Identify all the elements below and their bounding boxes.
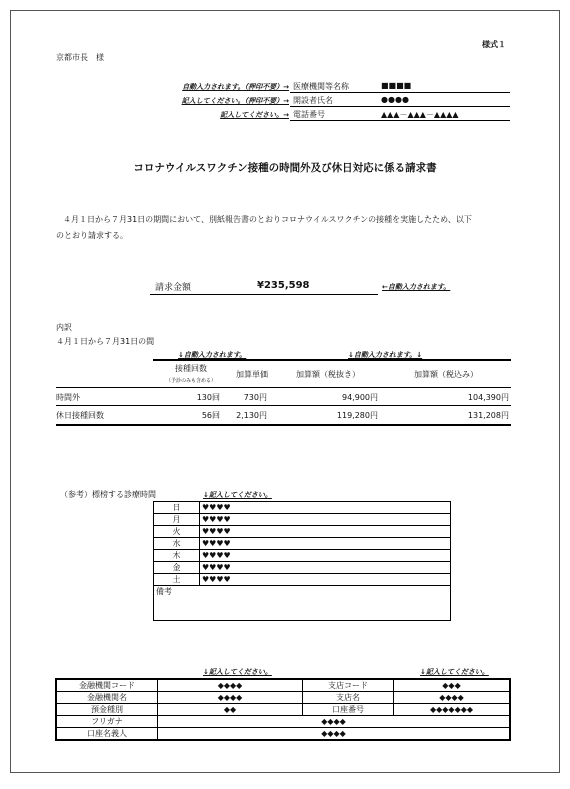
bank-row	[56, 679, 510, 692]
claim-label: 請求金額	[155, 283, 192, 293]
day-label: 日	[154, 502, 200, 514]
phone-label: 電話番号	[293, 110, 325, 119]
claim-amount: ¥235,598	[257, 280, 310, 291]
hours-value[interactable]: ♥♥♥♥	[200, 538, 451, 550]
day-label: 月	[154, 514, 200, 526]
account-number-value[interactable]: ◆◆◆◆◆◆◆	[394, 704, 511, 716]
hours-value[interactable]: ♥♥♥♥	[200, 502, 451, 514]
account-holder-value[interactable]: ◆◆◆◆	[158, 728, 511, 741]
col-unit-header: 加算単価	[236, 370, 268, 379]
breakdown-title: 内訳	[56, 323, 72, 332]
branch-name-label: 支店名	[303, 692, 394, 704]
divider	[290, 120, 510, 121]
schedule-row-fri	[154, 562, 451, 574]
facility-name-label: 医療機関等名称	[293, 82, 349, 91]
col-count-subheader: （予診のみも含める）	[165, 378, 216, 384]
day-label: 水	[154, 538, 200, 550]
divider	[290, 106, 510, 107]
schedule-row-thu	[154, 550, 451, 562]
kana-label: フリガナ	[56, 716, 158, 728]
row-incl: 131,208円	[467, 411, 509, 420]
schedule-row-sat	[154, 574, 451, 586]
bank-row	[56, 704, 510, 716]
schedule-note: ↓記入してください。	[203, 491, 272, 499]
bank-code-value[interactable]: ◆◆◆◆	[158, 679, 303, 692]
schedule-row-mon	[154, 514, 451, 526]
account-number-label: 口座番号	[303, 704, 394, 716]
form-id: 様式１	[482, 40, 506, 49]
bank-name-label: 金融機関名	[56, 692, 158, 704]
header-note-1: 記入してください。（押印不要）→	[181, 97, 289, 105]
founder-name-label: 開設者氏名	[293, 96, 333, 105]
row-count: 56回	[201, 411, 220, 420]
breakdown-top-rule	[153, 359, 511, 361]
kana-value[interactable]: ◆◆◆◆	[158, 716, 511, 728]
hours-value[interactable]: ♥♥♥♥	[200, 526, 451, 538]
day-label: 火	[154, 526, 200, 538]
bank-code-label: 金融機関コード	[56, 679, 158, 692]
header-note-2: 記入してください。→	[220, 111, 289, 119]
body-line-1: ４月１日から７月31日の期間において、別紙報告書のとおりコロナウイルスワクチンの接種を実施したため、以下	[63, 215, 472, 224]
claim-underline	[150, 294, 378, 295]
day-label: 木	[154, 550, 200, 562]
row-excl: 94,900円	[342, 393, 378, 402]
remarks-field[interactable]: 備考	[154, 586, 451, 621]
row-label: 休日接種回数	[56, 411, 104, 420]
hours-value[interactable]: ♥♥♥♥	[200, 562, 451, 574]
deposit-type-value[interactable]: ◆◆	[158, 704, 303, 716]
breakdown-period: ４月１日から７月31日の間	[56, 337, 155, 346]
breakdown-bottom-rule	[56, 424, 511, 426]
schedule-row-tue	[154, 526, 451, 538]
branch-name-value[interactable]: ◆◆◆◆	[394, 692, 511, 704]
day-label: 金	[154, 562, 200, 574]
deposit-type-label: 預金種別	[56, 704, 158, 716]
branch-code-value[interactable]: ◆◆◆	[394, 679, 511, 692]
bank-name-value[interactable]: ◆◆◆◆	[158, 692, 303, 704]
row-label: 時間外	[56, 393, 80, 402]
row-unit: 2,130円	[236, 411, 267, 420]
schedule-label: （参考）標榜する診療時間	[60, 490, 156, 499]
founder-name-value[interactable]: ●●●●	[381, 95, 409, 104]
bank-note-right: ↓記入してください。	[420, 668, 489, 676]
remarks-row	[154, 586, 451, 621]
col-excl-header: 加算額（税抜き）	[296, 370, 360, 379]
schedule-row-wed	[154, 538, 451, 550]
facility-name-value[interactable]: ■■■■	[381, 81, 412, 90]
col-incl-header: 加算額（税込み）	[414, 370, 478, 379]
bank-note-left: ↓記入してください。	[203, 668, 272, 676]
hours-value[interactable]: ♥♥♥♥	[200, 514, 451, 526]
bank-row	[56, 692, 510, 704]
breakdown-note-2: ↓自動入力されます。↓	[348, 351, 423, 359]
divider	[56, 405, 511, 406]
schedule-row-sun	[154, 502, 451, 514]
row-excl: 119,280円	[336, 411, 378, 420]
hours-value[interactable]: ♥♥♥♥	[200, 574, 451, 586]
addressee: 京都市長 様	[56, 53, 104, 62]
divider	[290, 92, 510, 93]
row-incl: 104,390円	[467, 393, 509, 402]
divider	[56, 387, 511, 388]
header-note-0: 自動入力されます。（押印不要）→	[182, 83, 289, 91]
account-holder-label: 口座名義人	[56, 728, 158, 741]
phone-value[interactable]: ▲▲▲－▲▲▲－▲▲▲▲	[381, 110, 459, 119]
schedule-table	[153, 501, 451, 621]
branch-code-label: 支店コード	[303, 679, 394, 692]
hours-value[interactable]: ♥♥♥♥	[200, 550, 451, 562]
row-unit: 730円	[243, 393, 267, 402]
bank-row	[56, 728, 510, 741]
breakdown-note-1: ↓自動入力されます。	[178, 351, 247, 359]
day-label: 土	[154, 574, 200, 586]
document-title: コロナウイルスワクチン接種の時間外及び休日対応に係る請求書	[133, 162, 437, 174]
body-line-2: のとおり請求する。	[56, 231, 128, 240]
col-count-header: 接種回数	[175, 364, 207, 373]
row-count: 130回	[196, 393, 220, 402]
bank-row	[56, 716, 510, 728]
bank-table	[55, 678, 511, 741]
claim-note: ←自動入力されます。	[382, 283, 451, 291]
